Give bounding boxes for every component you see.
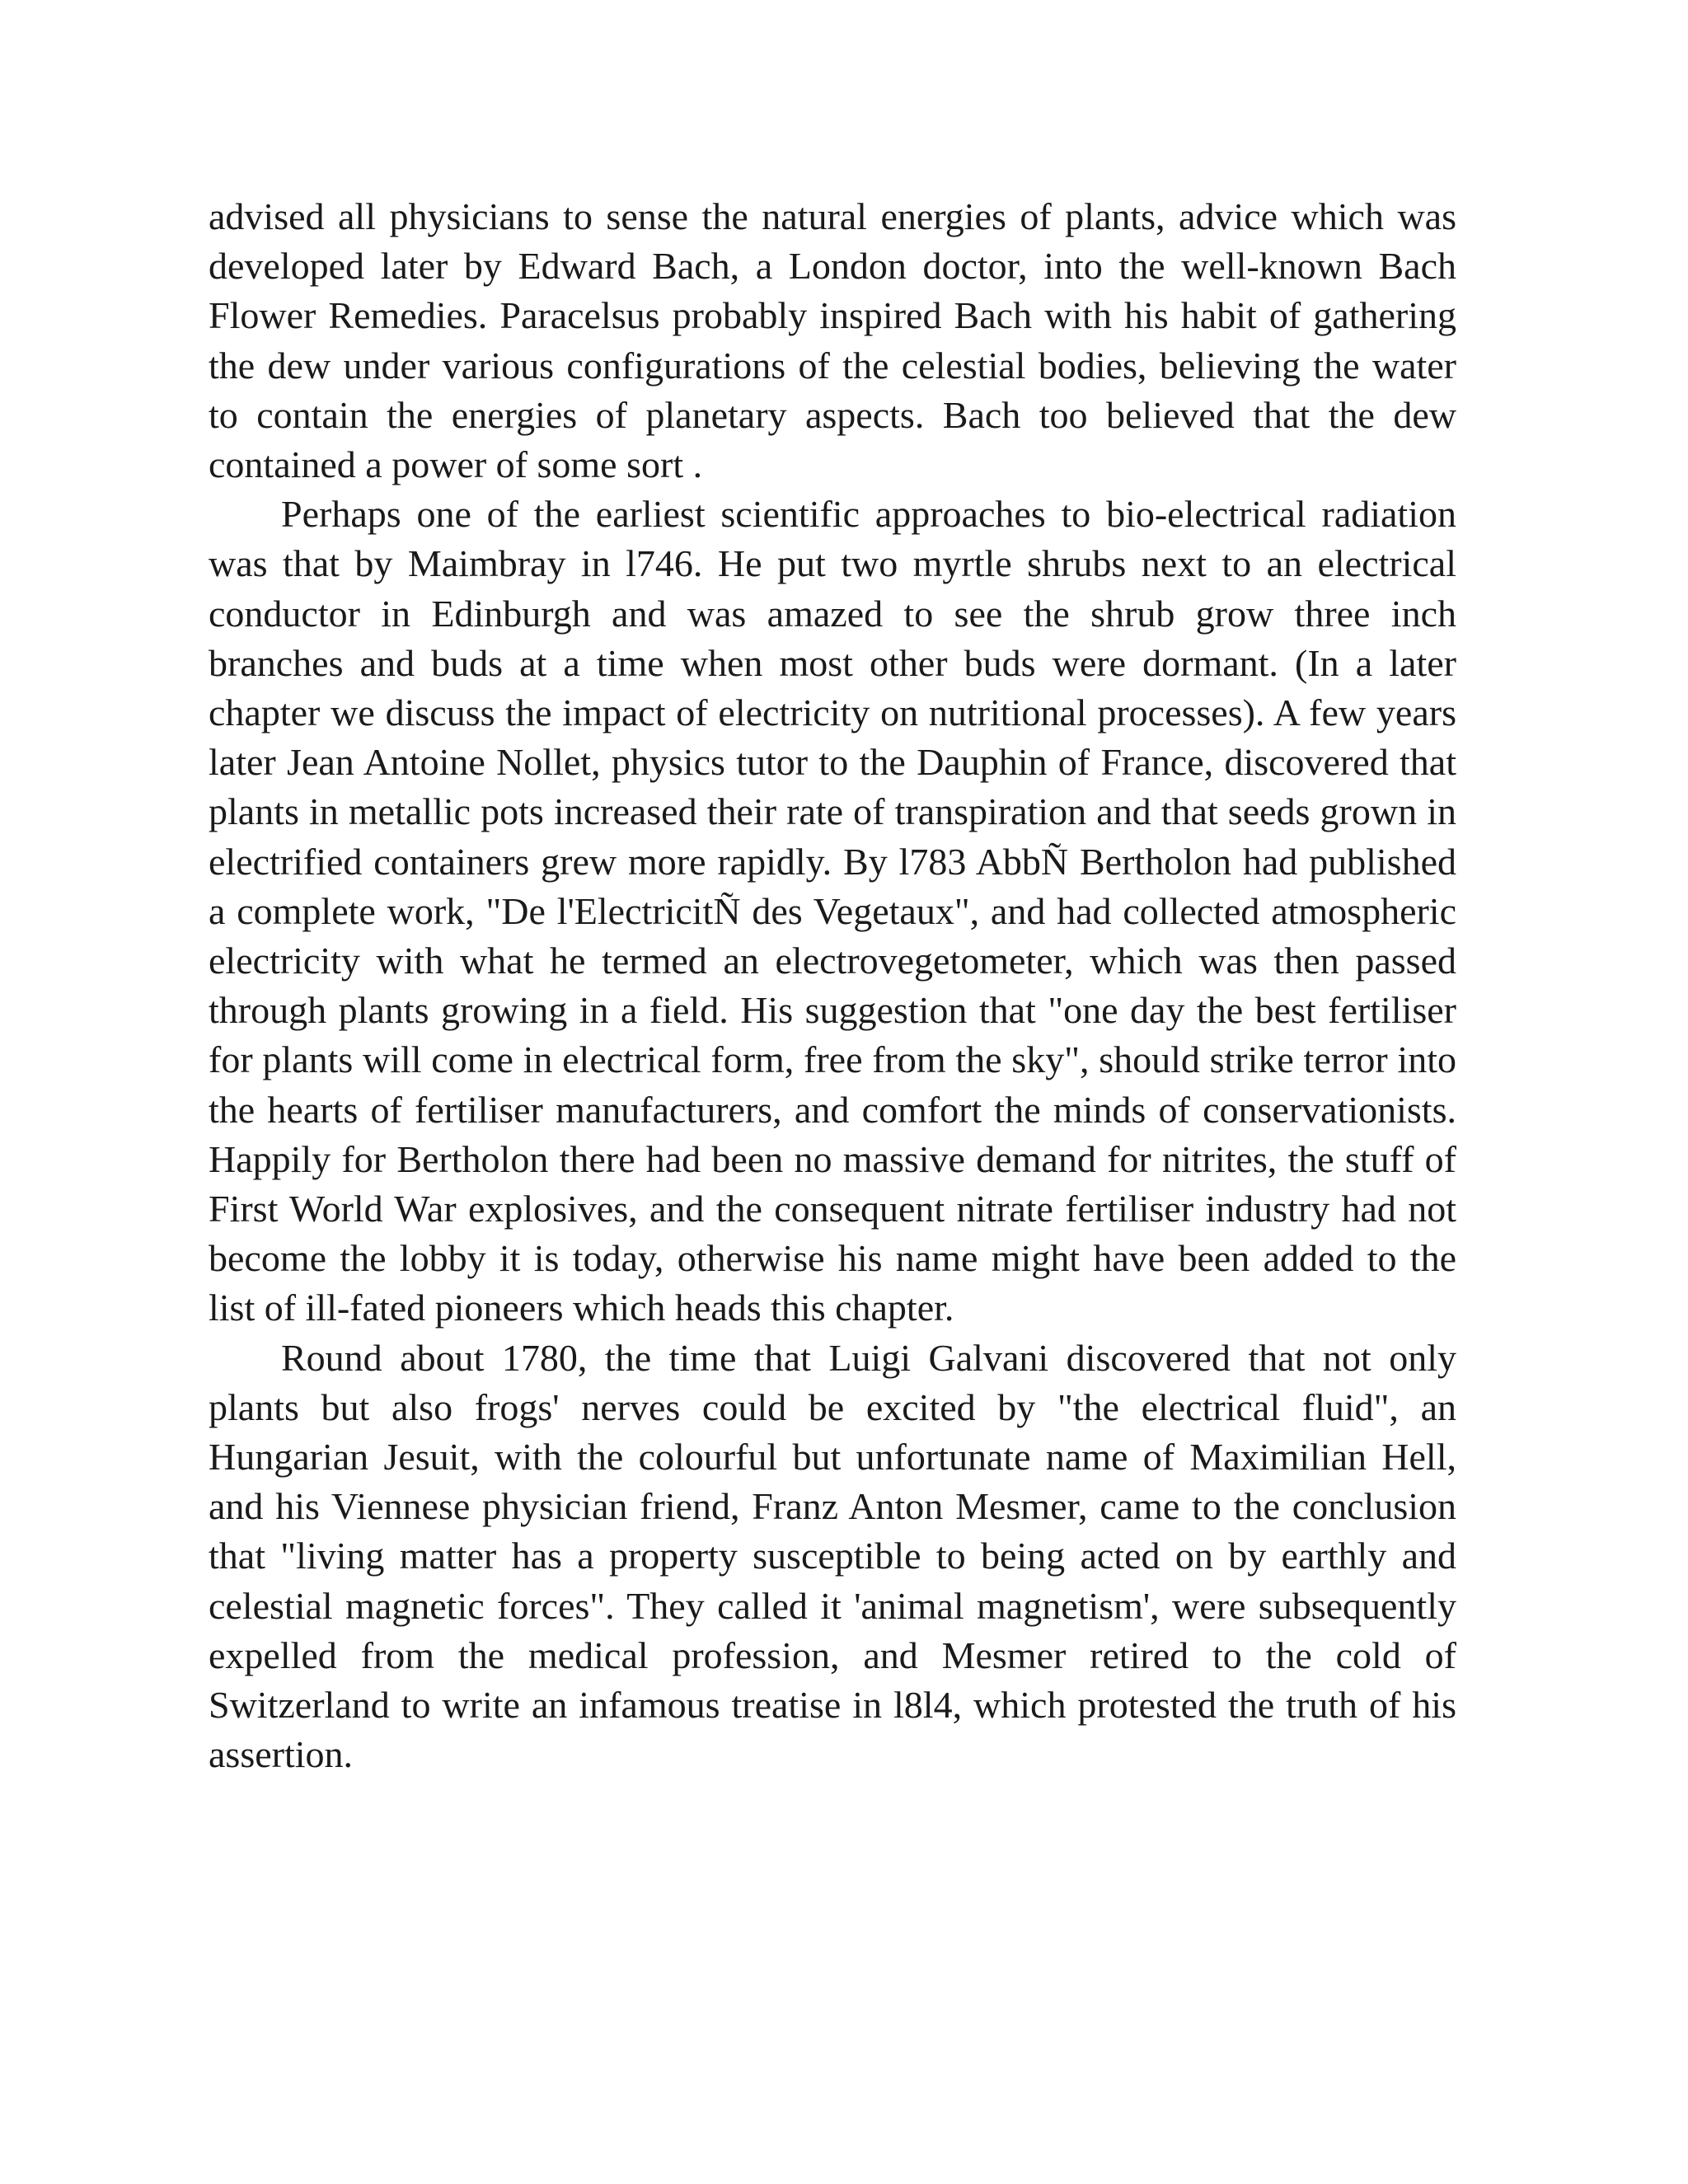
body-text bbox=[209, 192, 1456, 1780]
paragraph-galvani: Round about 1780, the time that Luigi Galvani discovered that not only plants but also frogs' nerves could be excited by "the electrical fluid", an Hungarian Jesuit, with the colourful but unfortunate name of Maximilian Hell, and his Viennese physician friend, Franz Anton Mesmer, came to the conclusion that "living matter has a property susceptible to being acted on by earthly and celestial magnetic forces". They called it 'animal magnetism', were subsequently expelled from the medical profession, and Mesmer retired to the cold of Switzerland to write an infamous treatise in l8l4, which protested the truth of his assertion. bbox=[209, 1336, 1456, 1776]
paragraph-continued: advised all physicians to sense the natural energies of plants, advice which was developed later by Edward Bach, a London doctor, into the well-known Bach Flower Remedies. Paracelsus probably inspired Bach with his habit of gathering the dew under various configurations of the celestial bodies, believing the water to contain the energies of planetary aspects. Bach too believed that the dew contained a power of some sort . bbox=[209, 195, 1456, 486]
paragraph-maimbray: Perhaps one of the earliest scientific approaches to bio-electrical radiation was that by Maimbray in l746. He put two myrtle shrubs next to an electrical conductor in Edinburgh and was amazed to see the shrub grow three inch branches and buds at a time when most other buds were dormant. (In a later chapter we discuss the impact of electricity on nutritional processes). A few years later Jean Antoine Nollet, physics tutor to the Dauphin of France, discovered that plants in metallic pots increased their rate of transpiration and that seeds grown in electrified containers grew more rapidly. By l783 AbbÑ Bertholon had published a complete work, "De l'ElectricitÑ des Vegetaux", and had collected atmospheric electricity with what he termed an electrovegetometer, which was then passed through plants growing in a field. His suggestion that "one day the best fertiliser for plants will come in electrical form, free from the sky", should strike terror into the hearts of fertiliser manufacturers, and comfort the minds of conservationists. Happily for Bertholon there had been no massive demand for nitrites, the stuff of First World War explosives, and the consequent nitrate fertiliser industry had not become the lobby it is today, otherwise his name might have been added to the list of ill-fated pioneers which heads this chapter. bbox=[209, 493, 1456, 1329]
